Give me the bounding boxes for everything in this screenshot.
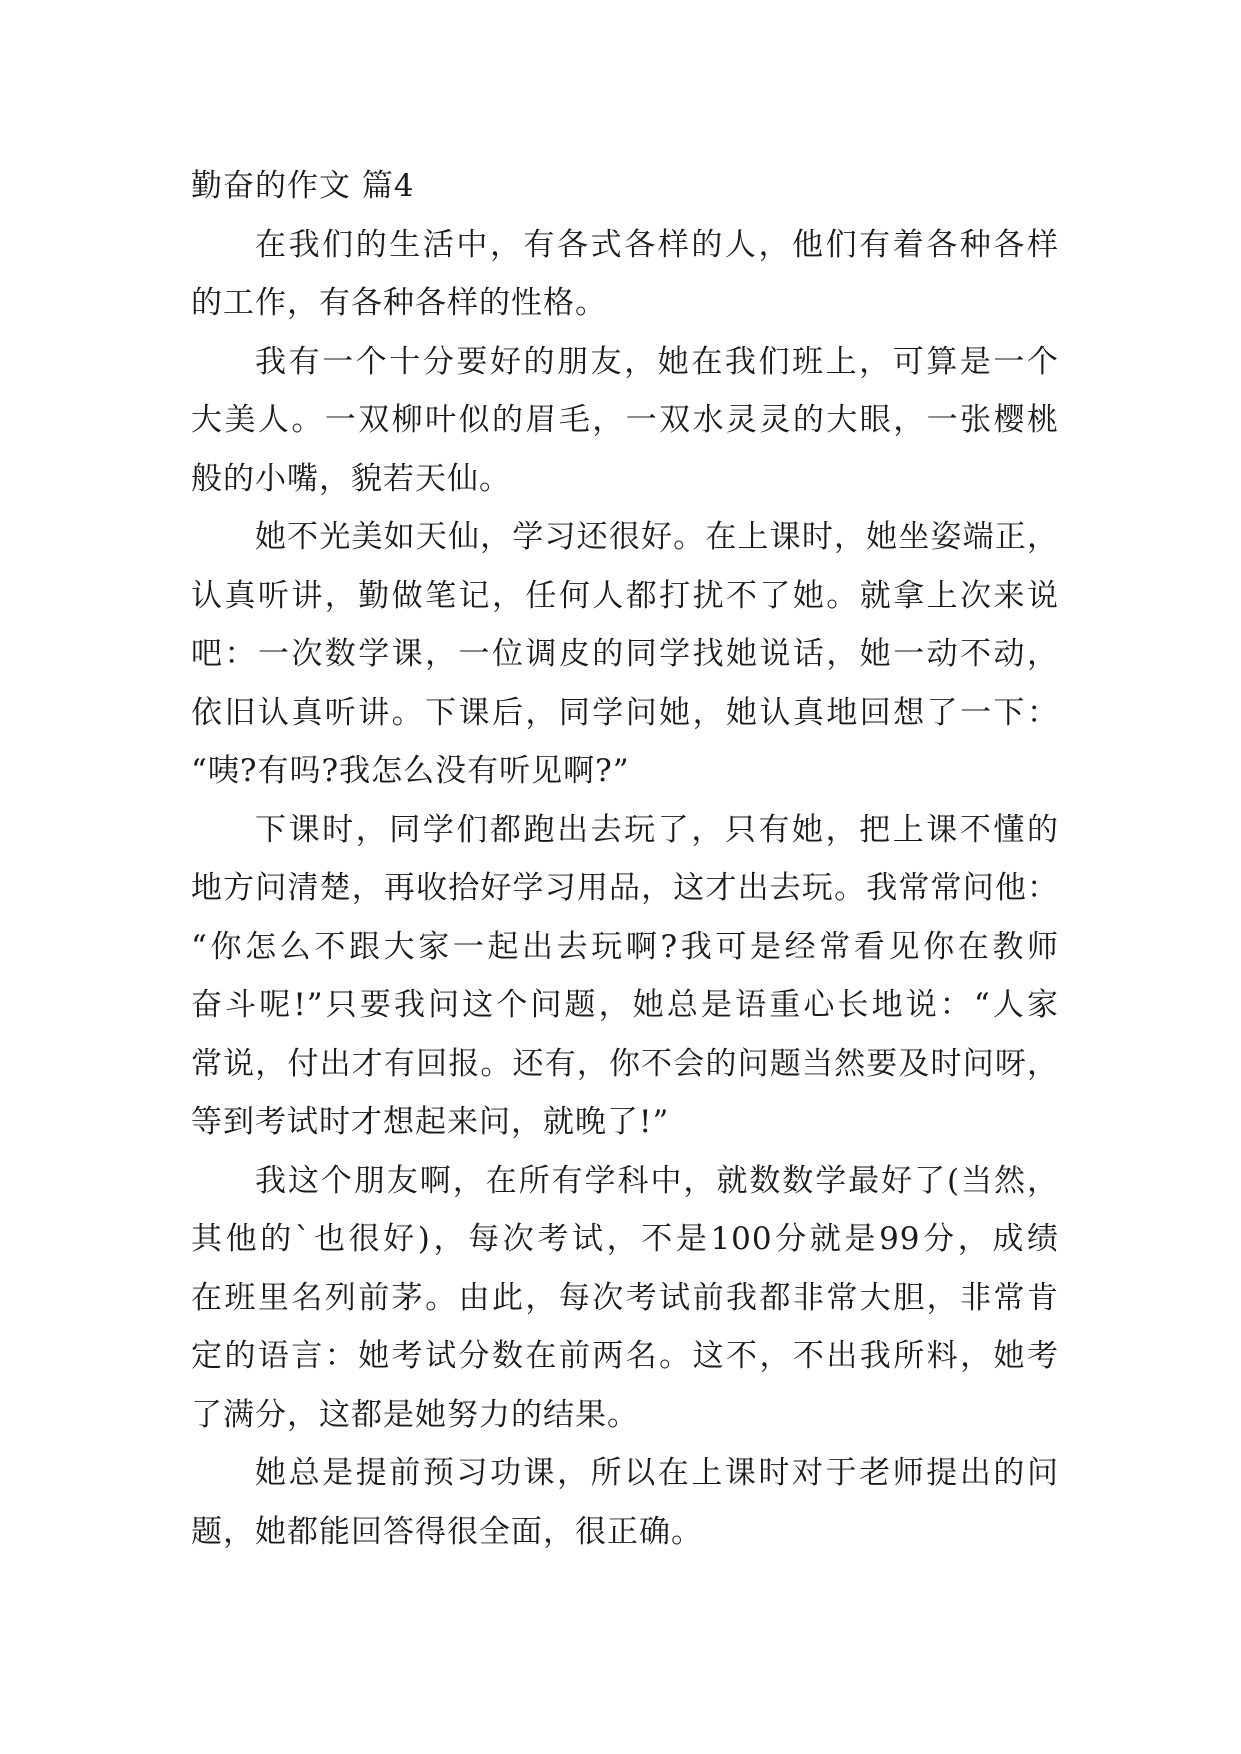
- text-line: 下课时，同学们都跑出去玩了，只有她，把上课不懂的: [255, 811, 1059, 848]
- text-line: 我这个朋友啊，在所有学科中，就数数学最好了(当然，: [255, 1162, 1059, 1199]
- text-line: 她总是提前预习功课，所以在上课时对于老师提出的问: [255, 1455, 1059, 1491]
- text-line: 常说，付出才有回报。还有，你不会的问题当然要及时问呀，: [191, 1045, 1059, 1082]
- text-line: 认真听讲，勤做笔记，任何人都打扰不了她。就拿上次来说: [191, 577, 1059, 614]
- text-line: 定的语言：她考试分数在前两名。这不，不出我所料，她考: [191, 1338, 1059, 1374]
- text-line: 了满分，这都是她努力的结果。: [191, 1396, 639, 1433]
- paragraph-1: [191, 216, 1059, 333]
- text-line: 在我们的生活中，有各式各样的人，他们有着各种各样: [255, 226, 1059, 263]
- text-line: 我有一个十分要好的朋友，她在我们班上，可算是一个: [255, 343, 1059, 380]
- text-line: 大美人。一双柳叶似的眉毛，一双水灵灵的大眼，一张樱桃: [191, 402, 1059, 438]
- paragraph-3: [191, 508, 1059, 801]
- document-page: [191, 157, 1059, 1561]
- text-line: 等到考试时才想起来问，就晚了!”: [191, 1104, 670, 1140]
- paragraph-4: [191, 801, 1059, 1152]
- text-line: “咦?有吗?我怎么没有听见啊?”: [191, 753, 630, 789]
- text-line: 的工作，有各种各样的性格。: [191, 285, 607, 321]
- text-line: 其他的`也很好)，每次考试，不是100分就是99分，成绩: [191, 1221, 1059, 1257]
- text-line: 地方问清楚，再收拾好学习用品，这才出去玩。我常常问他：: [191, 870, 1059, 906]
- text-line: 吧：一次数学课，一位调皮的同学找她说话，她一动不动，: [191, 636, 1059, 672]
- paragraph-2: [191, 333, 1059, 509]
- text-line: 奋斗呢!”只要我问这个问题，她总是语重心长地说：“人家: [191, 987, 1059, 1023]
- text-line: “你怎么不跟大家一起出去玩啊?我可是经常看见你在教师: [191, 928, 1059, 965]
- paragraph-5: [191, 1152, 1059, 1445]
- text-line: 般的小嘴，貌若天仙。: [191, 460, 511, 497]
- text-line: 在班里名列前茅。由此，每次考试前我都非常大胆，非常肯: [191, 1279, 1059, 1316]
- text-line: 依旧认真听讲。下课后，同学问她，她认真地回想了一下：: [191, 694, 1059, 731]
- document-title: 勤奋的作文 篇4: [191, 168, 415, 204]
- text-line: 题，她都能回答得很全面，很正确。: [191, 1513, 703, 1550]
- text-line: 她不光美如天仙，学习还很好。在上课时，她坐姿端正，: [255, 519, 1059, 555]
- paragraph-6: [191, 1444, 1059, 1561]
